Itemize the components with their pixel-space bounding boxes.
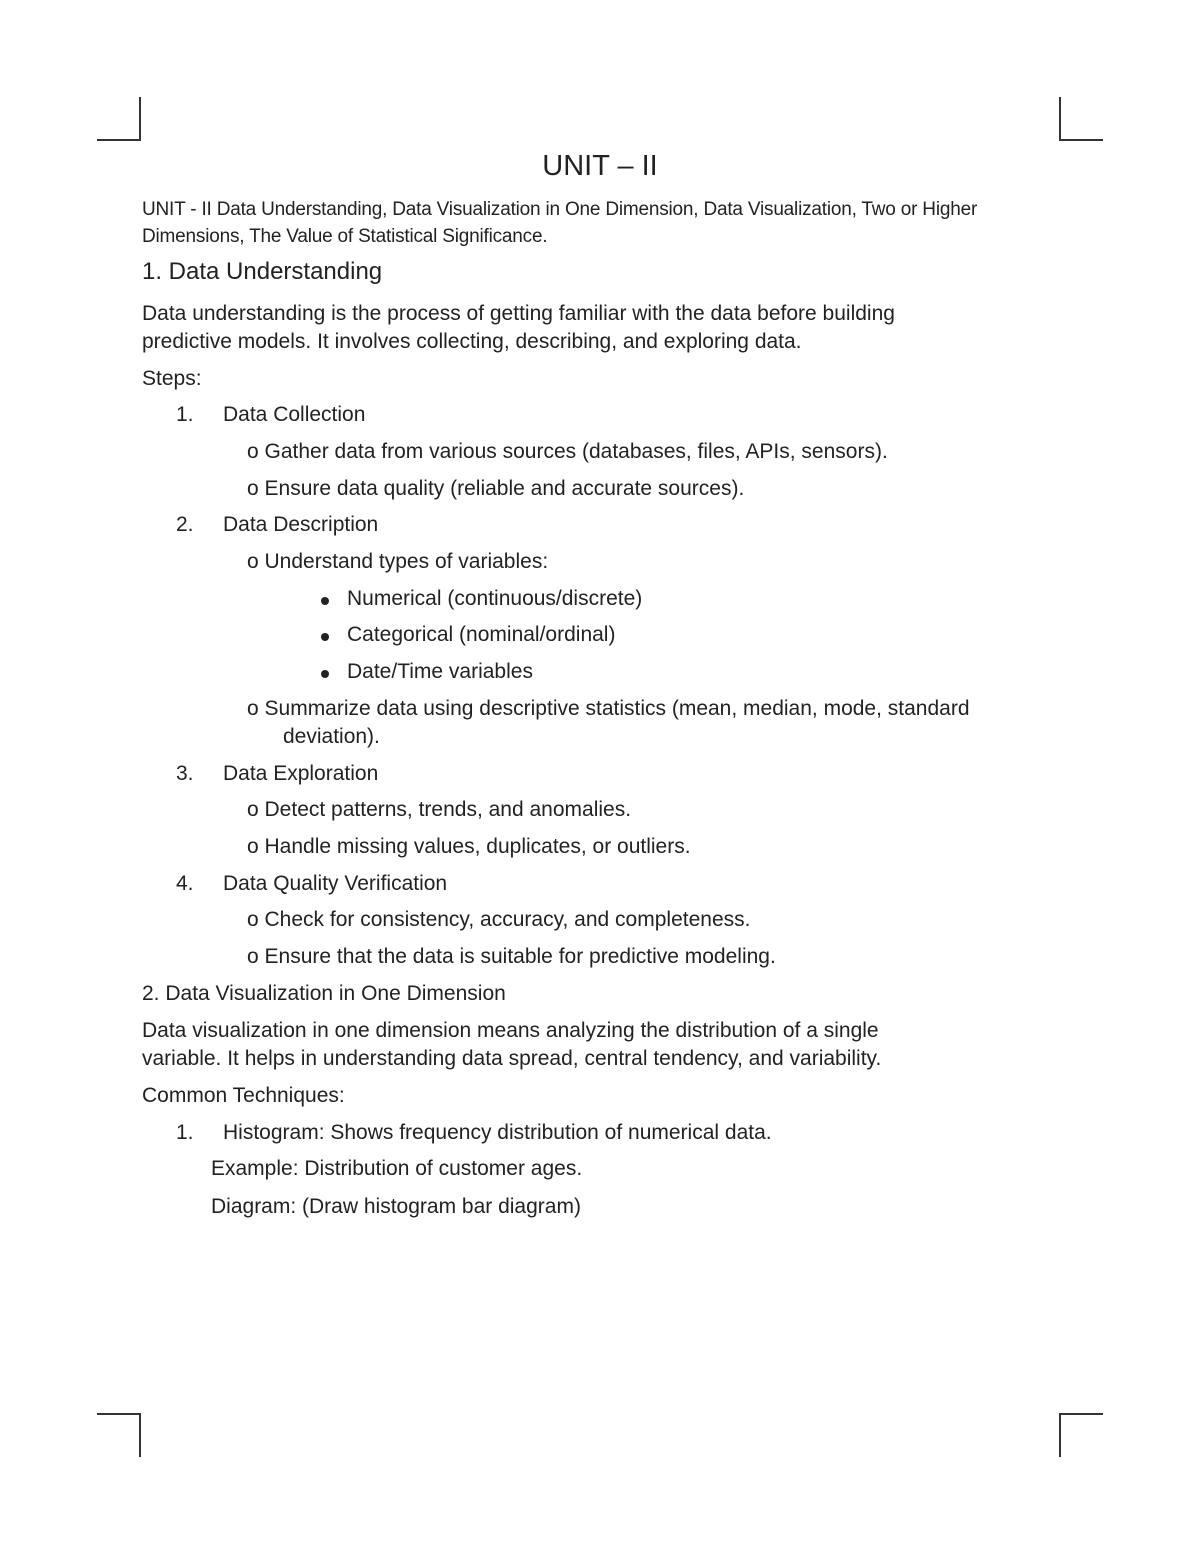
step-3-label: Data Exploration: [223, 762, 379, 785]
step-3-number: 3.: [176, 762, 194, 785]
page-title: UNIT – II: [542, 150, 658, 182]
step-4-number: 4.: [176, 872, 194, 895]
step-4-sub-2: o Ensure that the data is suitable for predictive modeling.: [247, 945, 776, 968]
intro-line-1: UNIT - II Data Understanding, Data Visualization in One Dimension, Data Visualization, Two or Higher: [142, 199, 978, 220]
step-4-sub-1: o Check for consistency, accuracy, and completeness.: [247, 908, 751, 931]
section-2-paragraph-line-1: Data visualization in one dimension means analyzing the distribution of a single: [142, 1019, 879, 1042]
step-2-label: Data Description: [223, 513, 379, 536]
step-1-sub-2: o Ensure data quality (reliable and accurate sources).: [247, 477, 745, 500]
intro-line-2: Dimensions, The Value of Statistical Significance.: [142, 226, 548, 247]
technique-1-label: Histogram: Shows frequency distribution of numerical data.: [223, 1121, 772, 1144]
technique-1-diagram: Diagram: (Draw histogram bar diagram): [211, 1195, 581, 1218]
section-1-heading: 1. Data Understanding: [142, 258, 383, 285]
section-2-paragraph-line-2: variable. It helps in understanding data spread, central tendency, and variability.: [142, 1047, 882, 1070]
techniques-label: Common Techniques:: [142, 1084, 345, 1107]
section-1-paragraph-line-1: Data understanding is the process of getting familiar with the data before building: [142, 302, 895, 325]
step-2-sub-1: o Understand types of variables:: [247, 550, 549, 573]
step-1-sub-1: o Gather data from various sources (databases, files, APIs, sensors).: [247, 440, 888, 463]
technique-1-number: 1.: [176, 1121, 194, 1144]
crop-mark-bottom-right: [1059, 1413, 1103, 1457]
technique-1-example: Example: Distribution of customer ages.: [211, 1157, 583, 1180]
step-2-sub-2: o Summarize data using descriptive statistics (mean, median, mode, standard: [247, 697, 970, 720]
crop-mark-top-left: [97, 97, 141, 141]
section-2-heading: 2. Data Visualization in One Dimension: [142, 982, 506, 1005]
bullet-item-2: Categorical (nominal/ordinal): [347, 623, 616, 646]
section-1-paragraph-line-2: predictive models. It involves collecting, describing, and exploring data.: [142, 330, 802, 353]
bullet-dot-icon: [321, 633, 329, 641]
steps-label: Steps:: [142, 367, 202, 390]
bullet-item-3: Date/Time variables: [347, 660, 533, 683]
step-4-label: Data Quality Verification: [223, 872, 448, 895]
step-1-label: Data Collection: [223, 403, 366, 426]
bullet-dot-icon: [321, 670, 329, 678]
bullet-item-1: Numerical (continuous/discrete): [347, 587, 643, 610]
step-2-number: 2.: [176, 513, 194, 536]
step-3-sub-2: o Handle missing values, duplicates, or outliers.: [247, 835, 691, 858]
crop-mark-top-right: [1059, 97, 1103, 141]
crop-mark-bottom-left: [97, 1413, 141, 1457]
bullet-dot-icon: [321, 597, 329, 605]
step-3-sub-1: o Detect patterns, trends, and anomalies.: [247, 798, 632, 821]
step-1-number: 1.: [176, 403, 194, 426]
step-2-sub-2-continuation: deviation).: [283, 725, 380, 748]
